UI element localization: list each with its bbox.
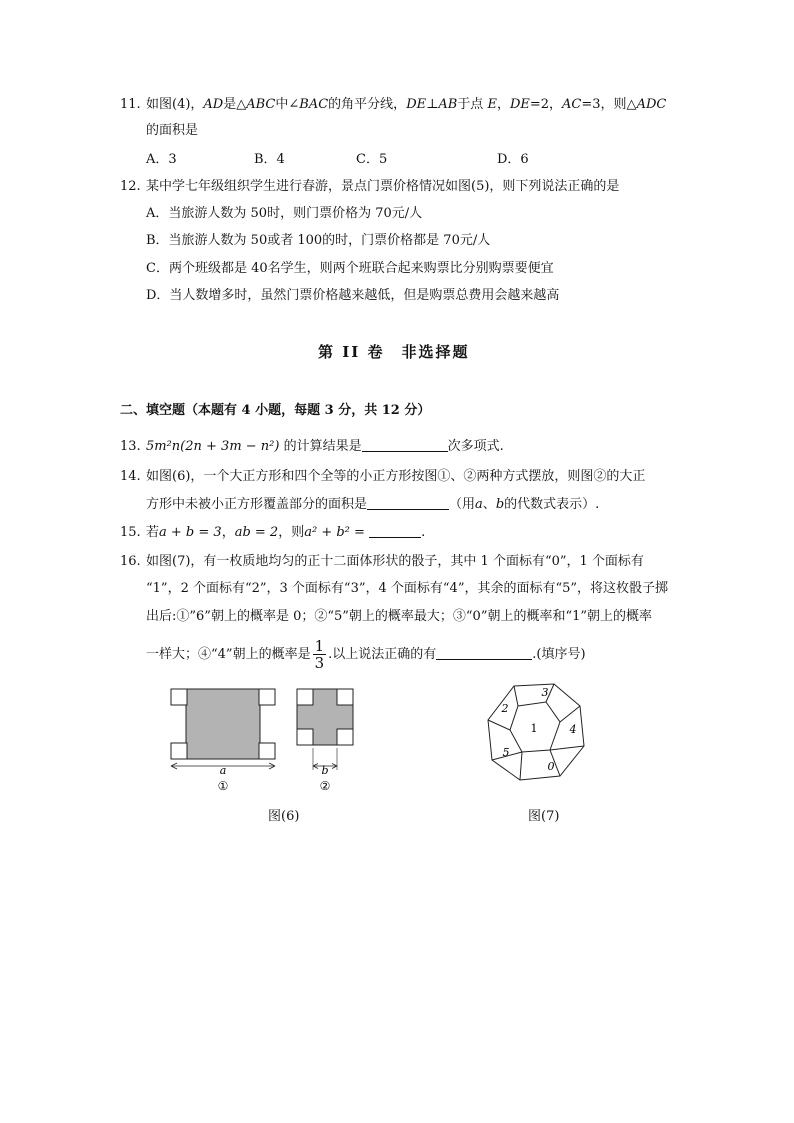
- label-b: b: [321, 764, 329, 777]
- q15-line: 15. 若a + b = 3，ab = 2，则a² + b² = .: [120, 525, 426, 540]
- small-square: [171, 689, 187, 705]
- q14-line1: 14. 如图(6)，一个大正方形和四个全等的小正方形按图①、②两种方式摆放，则图②的大正: [120, 469, 646, 484]
- face-label: 4: [569, 723, 577, 736]
- answer-blank[interactable]: [369, 525, 421, 538]
- small-square: [259, 689, 275, 705]
- q12-option-b: B．当旅游人数为 50或者 100的时，门票价格都是 70元/人: [146, 233, 491, 248]
- answer-blank[interactable]: [362, 439, 448, 452]
- question-number: 13.: [120, 439, 141, 454]
- figure-6-diagram: [160, 684, 360, 796]
- label-a: a: [219, 764, 227, 777]
- q13-line: 13. 5m²n(2n + 3m − n²) 的计算结果是 次多项式.: [120, 439, 504, 454]
- q13-expression: 5m²n(2n + 3m − n²): [146, 439, 280, 454]
- q11-line2: 的面积是: [146, 123, 199, 138]
- section2-header: 二、填空题（本题有 4 小题，每题 3 分，共 12 分）: [120, 403, 431, 418]
- part2-title: 第 II 卷 非选择题: [318, 343, 470, 361]
- q14-line2: 方形中未被小正方形覆盖部分的面积是 （用a、b的代数式表示）.: [146, 497, 600, 512]
- small-square: [171, 743, 187, 759]
- big-square: [186, 689, 260, 759]
- q11-option-a: A．3: [146, 152, 177, 167]
- figure-7-dodecahedron: [484, 680, 588, 786]
- small-square: [297, 729, 313, 745]
- figure-6-part2: [297, 689, 353, 793]
- small-square: [259, 743, 275, 759]
- question-number: 14.: [120, 469, 141, 484]
- question-number: 15.: [120, 525, 141, 540]
- face-label: 3: [541, 686, 549, 699]
- question-number: 11.: [120, 97, 141, 112]
- small-square: [337, 689, 353, 705]
- q11-option-c: C．5: [356, 152, 388, 167]
- figure-6-sub1: ①: [217, 779, 229, 793]
- question-number: 16.: [120, 554, 141, 569]
- small-square: [337, 729, 353, 745]
- q16-line3: 出后:①”6”朝上的概率是 0；②“5”朝上的概率最大；③“0”朝上的概率和“1”朝上的概率: [146, 609, 653, 624]
- q16-line1: 16. 如图(7)，有一枚质地均匀的正十二面体形状的骰子，其中 1 个面标有“0”，1 个面标有: [120, 554, 644, 569]
- q11-line1: 11. 如图(4)，AD是△ABC中∠BAC的角平分线，DE⊥AB于点 E，DE=2，AC=3，则△ADC: [120, 97, 667, 112]
- figure-6-sub2: ②: [319, 779, 331, 793]
- q12-option-d: D．当人数增多时，虽然门票价格越来越低，但是购票总费用会越来越高: [146, 288, 560, 303]
- face-label: 1: [530, 722, 538, 735]
- q12-option-a: A．当旅游人数为 50时，则门票价格为 70元/人: [146, 206, 423, 221]
- q12-option-c: C．两个班级都是 40名学生，则两个班联合起来购票比分别购票要便宜: [146, 261, 554, 276]
- q12-stem: 12. 某中学七年级组织学生进行春游，景点门票价格情况如图(5)，则下列说法正确的是: [120, 179, 620, 194]
- face-label: 0: [547, 760, 555, 773]
- answer-blank[interactable]: [367, 497, 449, 510]
- figure-6-part1: [171, 689, 275, 793]
- answer-blank[interactable]: [436, 647, 532, 660]
- question-number: 12.: [120, 179, 141, 194]
- face-label: 2: [501, 702, 509, 715]
- q16-line2: “1”，2 个面标有“2”，3 个面标有“3”，4 个面标有“4”，其余的面标有“5”，将这枚骰子掷: [146, 581, 669, 596]
- face-label: 5: [502, 746, 510, 759]
- figure-6-caption: 图(6): [268, 809, 300, 824]
- q11-option-d: D．6: [497, 152, 529, 167]
- q16-line4: 一样大；④“4”朝上的概率是 $\frac{1}{3}$ .以上说法正确的有 .(填序号): [146, 637, 586, 672]
- q11-option-b: B．4: [254, 152, 285, 167]
- small-square: [297, 689, 313, 705]
- fraction-one-third: $\frac{1}{3}$: [314, 637, 325, 672]
- figure-7-caption: 图(7): [528, 809, 560, 824]
